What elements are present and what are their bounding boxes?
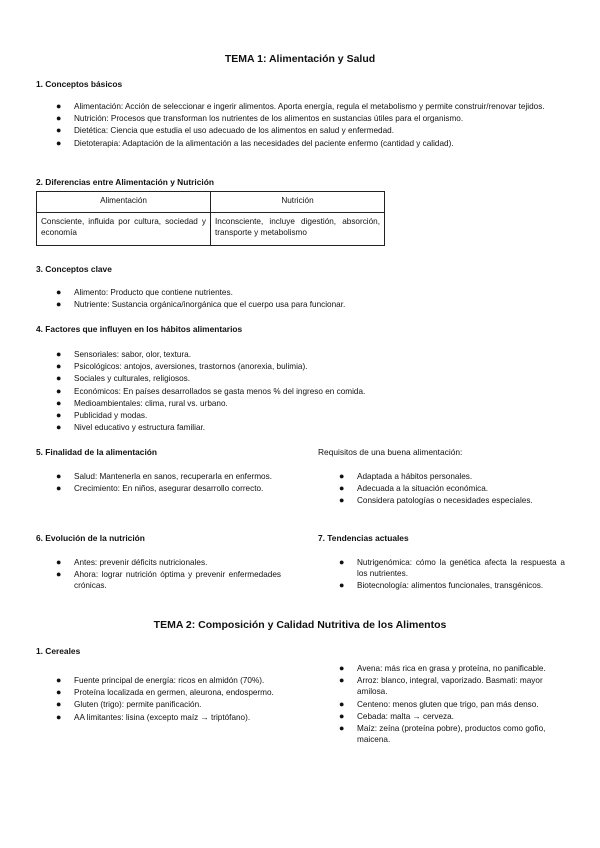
- list-item: ● Dietética: Ciencia que estudia el uso adecuado de los alimentos en salud y enfermedad.: [56, 125, 394, 136]
- bullet-icon: ●: [56, 410, 62, 421]
- table-header: Alimentación: [37, 192, 211, 213]
- list-item: ● Biotecnología: alimentos funcionales, transgénicos.: [339, 580, 544, 591]
- bullet-icon: ●: [339, 675, 345, 686]
- list-conceptos-basicos: [56, 101, 563, 150]
- tema2-title: TEMA 2: Composición y Calidad Nutritiva de los Alimentos: [153, 619, 447, 631]
- bullet-icon: ●: [56, 711, 62, 722]
- bullet-icon: ●: [339, 495, 345, 506]
- list-item: ● Considera patologías o necesidades especiales.: [339, 495, 533, 506]
- list-item: ● Avena: más rica en grasa y proteína, no panificable.: [339, 663, 546, 673]
- list-cereales-right: [339, 663, 565, 746]
- bullet-icon: ●: [339, 557, 345, 567]
- list-item: ● Sociales y culturales, religiosos.: [56, 373, 191, 384]
- list-item: ● Publicidad y modas.: [56, 410, 148, 421]
- table-cell: Inconsciente, incluye digestión, absorción, transporte y metabolismo: [211, 213, 385, 246]
- comparison-table: [36, 191, 385, 246]
- bullet-icon: ●: [339, 471, 345, 481]
- list-item: ● Nivel educativo y estructura familiar.: [56, 422, 206, 433]
- bullet-icon: ●: [56, 422, 62, 433]
- list-item: ● Alimento: Producto que contiene nutrientes.: [56, 287, 233, 297]
- list-item: ● Gluten (trigo): permite panificación.: [56, 699, 202, 710]
- list-cereales-left: [56, 675, 281, 724]
- bullet-icon: ●: [56, 299, 62, 310]
- list-item: ● Nutrigenómica: cómo la genética afecta la respuesta a los nutrientes.: [339, 557, 565, 579]
- list-item: ● Alimentación: Acción de seleccionar e ingerir alimentos. Aporta energía, regula el metabolismo y permite construir/renovar tejidos.: [56, 101, 545, 111]
- section-heading-tendencias: 7. Tendencias actuales: [318, 533, 409, 543]
- bullet-icon: ●: [56, 113, 62, 124]
- list-item: ● Dietoterapia: Adaptación de la alimentación a las necesidades del paciente enfermo (cantidad y calidad).: [56, 137, 454, 148]
- bullet-icon: ●: [56, 699, 62, 710]
- bullet-icon: ●: [339, 663, 345, 673]
- section-heading-conceptos-basicos: 1. Conceptos básicos: [36, 79, 123, 89]
- section-heading-finalidad: 5. Finalidad de la alimentación: [36, 447, 158, 457]
- requisitos-heading: Requisitos de una buena alimentación:: [318, 447, 463, 457]
- list-item: ● Fuente principal de energía: ricos en almidón (70%).: [56, 675, 265, 685]
- list-conceptos-clave: [56, 287, 563, 311]
- bullet-icon: ●: [56, 675, 62, 685]
- section-heading-diferencias: 2. Diferencias entre Alimentación y Nutrición: [36, 177, 214, 187]
- list-tendencias: [339, 557, 565, 593]
- list-requisitos: [339, 471, 565, 508]
- list-item: ● Cebada: malta → cerveza.: [339, 710, 454, 721]
- bullet-icon: ●: [56, 373, 62, 384]
- list-item: ● Ahora: lograr nutrición óptima y prevenir enfermedades crónicas.: [56, 569, 281, 591]
- list-item: ● AA limitantes: lisina (excepto maíz → triptófano).: [56, 711, 251, 722]
- bullet-icon: ●: [339, 710, 345, 721]
- list-item: ● Adecuada a la situación económica.: [339, 483, 489, 494]
- list-item: ● Salud: Mantenerla en sanos, recuperarla en enfermos.: [56, 471, 272, 481]
- bullet-icon: ●: [56, 397, 62, 408]
- section-heading-evolucion: 6. Evolución de la nutrición: [36, 533, 145, 543]
- list-evolucion: [56, 557, 281, 593]
- page-title: TEMA 1: Alimentación y Salud: [224, 53, 376, 65]
- bullet-icon: ●: [56, 137, 62, 148]
- list-item: ● Nutriente: Sustancia orgánica/inorgánica que el cuerpo usa para funcionar.: [56, 299, 346, 310]
- bullet-icon: ●: [56, 687, 62, 698]
- bullet-icon: ●: [339, 698, 345, 709]
- section-heading-conceptos-clave: 3. Conceptos clave: [36, 264, 112, 274]
- list-finalidad: [56, 471, 281, 495]
- bullet-icon: ●: [56, 349, 62, 359]
- list-item: ● Maíz: zeína (proteína pobre), productos como gofio, maicena.: [339, 723, 546, 745]
- bullet-icon: ●: [56, 125, 62, 136]
- bullet-icon: ●: [56, 471, 62, 481]
- bullet-icon: ●: [339, 580, 345, 591]
- bullet-icon: ●: [56, 385, 62, 396]
- list-item: ● Crecimiento: En niños, asegurar desarrollo correcto.: [56, 483, 264, 494]
- list-item: ● Sensoriales: sabor, olor, textura.: [56, 349, 191, 359]
- table-header: Nutrición: [211, 192, 385, 213]
- list-item: ● Nutrición: Procesos que transforman los nutrientes de los alimentos en sustancias útiles para el organismo.: [56, 113, 464, 124]
- bullet-icon: ●: [56, 361, 62, 372]
- list-item: ● Económicos: En países desarrollados se gasta menos % del ingreso en comida.: [56, 385, 366, 396]
- bullet-icon: ●: [56, 557, 62, 567]
- list-item: ● Arroz: blanco, integral, vaporizado. Basmati: mayor amilosa.: [339, 675, 543, 697]
- list-item: ● Adaptada a hábitos personales.: [339, 471, 473, 481]
- list-item: ● Antes: prevenir déficits nutricionales.: [56, 557, 208, 567]
- list-item: ● Medioambientales: clima, rural vs. urbano.: [56, 397, 228, 408]
- bullet-icon: ●: [339, 483, 345, 494]
- list-factores: [56, 349, 563, 434]
- bullet-icon: ●: [339, 723, 345, 734]
- section-heading-factores: 4. Factores que influyen en los hábitos alimentarios: [36, 324, 243, 334]
- list-item: ● Centeno: menos gluten que trigo, pan más denso.: [339, 698, 539, 709]
- bullet-icon: ●: [56, 287, 62, 297]
- bullet-icon: ●: [56, 569, 62, 580]
- list-item: ● Proteína localizada en germen, aleurona, endospermo.: [56, 687, 274, 698]
- bullet-icon: ●: [56, 483, 62, 494]
- table-cell: Consciente, influida por cultura, sociedad y economía: [37, 213, 211, 246]
- section-heading-cereales: 1. Cereales: [36, 646, 81, 656]
- list-item: ● Psicológicos: antojos, aversiones, trastornos (anorexia, bulimia).: [56, 361, 308, 372]
- bullet-icon: ●: [56, 101, 62, 111]
